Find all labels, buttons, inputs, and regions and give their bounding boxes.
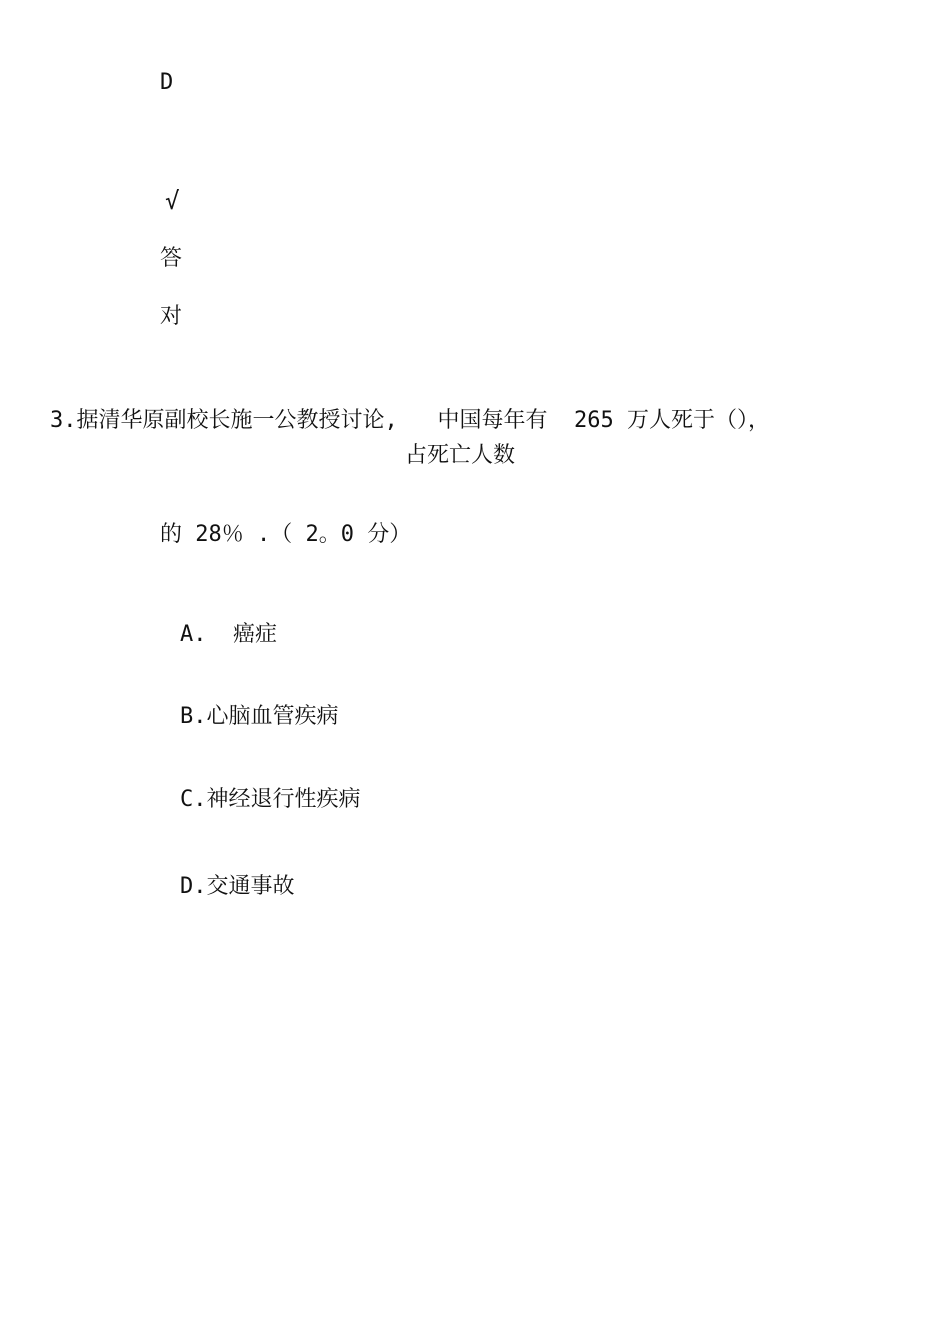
question-text-line-2: 占死亡人数 xyxy=(405,443,516,468)
question-text-line-3: 的 28％ .（ 2。0 分） xyxy=(160,522,412,547)
answer-label: 答 xyxy=(160,246,183,271)
answer-value: 对 xyxy=(160,304,183,329)
question-text-line-1: 3.据清华原副校长施一公教授讨论, 中国每年有 265 万人死于（）， xyxy=(50,408,770,433)
option-c: C.神经退行性疾病 xyxy=(180,787,361,812)
option-a: A. 癌症 xyxy=(180,622,277,647)
option-b: B.心脑血管疾病 xyxy=(180,704,339,729)
previous-option-label: D xyxy=(160,70,174,95)
check-mark-icon: √ xyxy=(165,187,180,215)
option-d: D.交通事故 xyxy=(180,874,295,899)
